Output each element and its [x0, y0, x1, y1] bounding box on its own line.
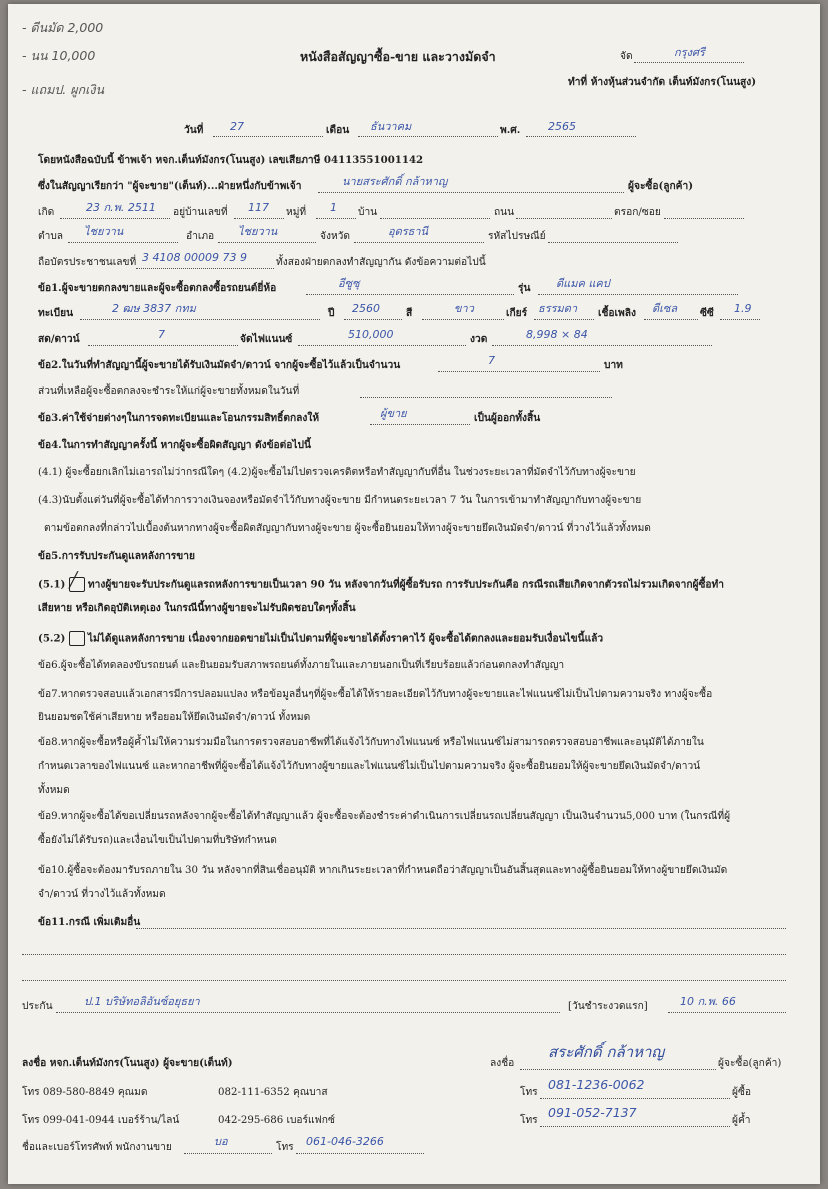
staff-name: บอ: [214, 1135, 228, 1148]
id-suffix: ทั้งสองฝ่ายตกลงทำสัญญากัน ดังข้อความต่อไปนี้: [276, 257, 486, 268]
item2-unit: บาท: [604, 359, 623, 371]
item5-title: ข้อ5.การรับประกันดูแลหลังการขาย: [38, 550, 195, 562]
insurance-value: ป.1 บริษัทอลิอันซ์อยุธยา: [84, 995, 200, 1008]
fuel-value: ดีเซล: [652, 302, 678, 315]
buyer-role: ผู้จะซื้อ(ลูกค้า): [628, 180, 694, 192]
birth-label: เกิด: [38, 207, 55, 218]
id-value: 3 4108 00009 73 9: [142, 251, 247, 264]
option-5-2-number: (5.2): [38, 632, 66, 645]
item8-line-3: ทั้งหมด: [38, 785, 70, 796]
option-5-1-text-2: เสียหาย หรือเกิดอุบัติเหตุเอง ในกรณีนี้ทางผู้ขายจะไม่รับผิดชอบใดๆทั้งสิ้น: [38, 602, 356, 614]
item3-prefix: ข้อ3.ค่าใช้จ่ายต่างๆในการจดทะเบียนและโอนกรรมสิทธิ์ตกลงให้: [38, 412, 320, 424]
item4-line-3: ตามข้อตกลงที่กล่าวไปเบื้องต้นหากทางผู้จะซื้อผิดสัญญากับทางผู้จะขาย ผู้จะซื้อยินยอมให้ทางผู้จะขายยึดเงินมัดจำ/ดาวน์ ที่วางไว้แล้วทั้งหมด: [44, 523, 651, 534]
year-model-label: ปี: [328, 307, 335, 319]
contract-paper: [8, 4, 820, 1184]
day-label: วันที่: [184, 124, 204, 136]
note-line-2: - นน 10,000: [22, 48, 96, 63]
contract-title: หนังสือสัญญาซื้อ-ขาย และวางมัดจำ: [300, 49, 496, 64]
seller-signature: ลงชื่อ หจก.เต็นท์มังกร(โนนสูง) ผู้จะขาย(เต็นท์): [22, 1057, 233, 1069]
buyer-sign-label: ลงชื่อ: [490, 1058, 515, 1069]
staff-label: ชื่อและเบอร์โทรศัพท์ พนักงานขาย: [22, 1142, 172, 1153]
intro-line-2: ซึ่งในสัญญาเรียกว่า "ผู้จะขาย"(เต็นท์)...ฝ่ายหนึ่งกับข้าพเจ้า: [38, 180, 302, 192]
note-line-1: - ดีนมัด 2,000: [22, 20, 104, 35]
amphoe-label: อำเภอ: [186, 231, 215, 242]
insurance-label: ประกัน: [22, 1001, 53, 1012]
item8-line-1: ข้อ8.หากผู้จะซื้อหรือผู้ค้ำไม่ให้ความร่วมมือในการตรวจสอบอาชีพที่ได้แจ้งไว้กับทางไฟแนนซ์ หรือไฟแนนซ์ไม่สามารถตรวจสอบอาชีพและอนุมัติได้ภายใน: [38, 737, 704, 748]
amphoe-value: ไชยวาน: [238, 225, 278, 238]
option-5-1: [38, 571, 724, 592]
buyer-tel-role: ผู้ซื้อ: [732, 1087, 752, 1098]
model-value: ดีแมค แคป: [556, 277, 610, 290]
guarantor-tel-role: ผู้ค้ำ: [732, 1115, 751, 1126]
brand-value: อีซูซุ: [338, 277, 360, 290]
year-model-value: 2560: [352, 302, 380, 315]
item2-line-2: ส่วนที่เหลือผู้จะซื้อตกลงจะชำระให้แก่ผู้จะขายทั้งหมดในวันที่: [38, 386, 300, 397]
house-label: อยู่บ้านเลขที่: [173, 207, 228, 218]
item11-label: ข้อ11.กรณี เพิ่มเติมอื่น: [38, 916, 141, 928]
finance-value: กรุงศรี: [674, 46, 705, 59]
seller-tel-2: 082-111-6352 คุณบาส: [218, 1087, 328, 1098]
province-label: จังหวัด: [320, 231, 350, 242]
item7-line-2: ยินยอมชดใช้ค่าเสียหาย หรือยอมให้ยึดเงินมัดจำ/ดาวน์ ทั้งหมด: [38, 712, 311, 723]
tambon-value: ไชยวาน: [84, 225, 124, 238]
item2-line-1: ข้อ2.ในวันที่ทำสัญญานี้ผู้จะขายได้รับเงินมัดจำ/ดาวน์ จากผู้จะซื้อไว้แล้วเป็นจำนวน: [38, 359, 401, 371]
item1-label: ข้อ1.ผู้จะขายตกลงขายและผู้จะซื้อตกลงซื้อรถยนต์ยี่ห้อ: [38, 282, 277, 294]
option-5-2: [38, 631, 603, 646]
finance-amount-value: 510,000: [348, 328, 394, 341]
item4-line-1: (4.1) ผู้จะซื้อยกเลิกไม่เอารถไม่ว่ากรณีใดๆ (4.2)ผู้จะซื้อไม่ไปตรวจเครดิตหรือทำสัญญากับที่อื่น ในช่วงระยะเวลาที่มัดจำไว้กับทางผู้จะขาย: [38, 467, 636, 478]
guarantor-tel-label: โทร: [520, 1115, 538, 1126]
village-label: บ้าน: [358, 207, 378, 218]
province-value: อุดรธานี: [388, 225, 429, 238]
year-label: พ.ศ.: [500, 124, 521, 136]
house-value: 117: [248, 201, 269, 214]
gear-label: เกียร์: [506, 307, 528, 319]
gear-value: ธรรมดา: [538, 302, 578, 315]
postcode-label: รหัสไปรษณีย์: [488, 231, 546, 242]
first-due-label: [วันชำระงวดแรก]: [568, 1001, 648, 1012]
option-5-1-text: ทางผู้ขายจะรับประกันดูแลรถหลังการขายเป็นเวลา 90 วัน หลังจากวันที่ผู้ซื้อรับรถ การรับประกันคือ กรณีรถเสียเกิดจากตัวรถไม่รวมเกิดจากผู้ซื้อทำ: [87, 578, 724, 591]
road-label: ถนน: [494, 207, 515, 218]
intro-line-1: โดยหนังสือฉบับนี้ ข้าพเจ้า หจก.เต็นท์มังกร(โนนสูง) เลขเสียภาษี 04113551001142: [38, 154, 424, 166]
item3-value: ผู้ขาย: [380, 407, 407, 420]
item4-line-2: (4.3)นับตั้งแต่วันที่ผู้จะซื้อได้ทำการวางเงินจองหรือมัดจำไว้กับทางผู้จะขาย มีกำหนดระยะเวลา 7 วัน ในการเข้ามาทำสัญญากับทางผู้จะขาย: [38, 495, 642, 506]
color-value: ขาว: [454, 302, 474, 315]
month-label: เดือน: [326, 124, 350, 136]
buyer-tel-label: โทร: [520, 1087, 538, 1098]
reg-value: 2 ฒษ 3837 กทม: [112, 302, 196, 315]
first-due-value: 10 ก.พ. 66: [680, 995, 736, 1008]
item10-line-2: จำ/ดาวน์ ที่วางไว้แล้วทั้งหมด: [38, 889, 166, 900]
buyer-tel: 081-1236-0062: [548, 1077, 645, 1092]
item6-text: ข้อ6.ผู้จะซื้อได้ทดลองขับรถยนต์ และยินยอมรับสภาพรถยนต์ทั้งภายในและภายนอกเป็นที่เรียบร้อยแล้วก่อนตกลงทำสัญญา: [38, 660, 565, 671]
buyer-name: นายสระศักดิ์ กล้าหาญ: [342, 175, 448, 188]
option-5-2-text: ไม่ได้ดูแลหลังการขาย เนื่องจากยอดขายไม่เป็นไปตามที่ผู้จะขายได้ตั้งราคาไว้ ผู้จะซื้อได้ตกลงและยอมรับเงื่อนไขนี้แล้ว: [87, 632, 604, 645]
staff-tel-label: โทร: [276, 1142, 294, 1153]
seller-tel-1: โทร 089-580-8849 คุณมด: [22, 1087, 148, 1098]
item2-amount: 7: [488, 354, 495, 367]
check-icon: ╱: [68, 571, 78, 589]
note-line-3: - แถมป. ผูกเงิน: [22, 82, 105, 97]
item3-suffix: เป็นผู้ออกทั้งสิ้น: [474, 412, 541, 424]
contract-place: ทำที่ ห้างหุ้นส่วนจำกัด เต็นท์มังกร(โนนสูง): [568, 76, 757, 88]
buyer-signature: สระศักดิ์ กล้าหาญ: [548, 1043, 665, 1061]
soi-label: ตรอก/ซอย: [614, 207, 661, 218]
birth-value: 23 ก.พ. 2511: [86, 201, 156, 214]
item9-line-2: ซื้อยังไม่ได้รับรถ)และเงื่อนไขเป็นไปตามที่บริษัทกำหนด: [38, 835, 277, 846]
down-label: สด/ดาวน์: [38, 333, 80, 345]
item8-line-2: กำหนดเวลาของไฟแนนซ์ และหากอาชีพที่ผู้จะซื้อได้แจ้งไว้กับทางผู้ขายและไฟแนนซ์ไม่เป็นไปตามความจริง ผู้จะซื้อยินยอมให้ผู้จะขายยึดเงินมัดจำ/ดาวน์: [38, 761, 701, 772]
item4-title: ข้อ4.ในการทำสัญญาครั้งนี้ หากผู้จะซื้อผิดสัญญา ดังข้อต่อไปนี้: [38, 439, 311, 451]
month-value: ธันวาคม: [370, 120, 412, 133]
guarantor-tel: 091-052-7137: [548, 1105, 637, 1120]
term-label: งวด: [470, 333, 488, 345]
color-label: สี: [406, 307, 413, 319]
id-label: ถือบัตรประชาชนเลขที่: [38, 257, 137, 268]
fuel-label: เชื้อเพลิง: [598, 307, 636, 319]
tambon-label: ตำบล: [38, 231, 64, 242]
finance-label: จัด: [620, 51, 633, 62]
model-label: รุ่น: [518, 282, 531, 294]
option-5-2-checkbox[interactable]: [69, 631, 85, 646]
term-value: 8,998 × 84: [526, 328, 588, 341]
item7-line-1: ข้อ7.หากตรวจสอบแล้วเอกสารมีการปลอมแปลง หรือข้อมูลอื่นๆที่ผู้จะซื้อได้ให้รายละเอียดไว้กับทางผู้จะขายและไฟแนนซ์ไม่เป็นไปตามความจริง ทางผู้จะซื้อ: [38, 689, 713, 700]
item10-line-1: ข้อ10.ผู้ซื้อจะต้องมารับรถภายใน 30 วัน หลังจากที่สินเชื่ออนุมัติ หากเกินระยะเวลาที่กำหนดถือว่าสัญญาเป็นอันสิ้นสุดและทางผู้ซื้อยินยอมให้ทางผู้ขายยึดเงินมัด: [38, 865, 728, 876]
reg-label: ทะเบียน: [38, 307, 74, 319]
option-5-1-checkbox[interactable]: [68, 571, 85, 592]
item9-line-1: ข้อ9.หากผู้จะซื้อได้ขอเปลี่ยนรถหลังจากผู้จะซื้อได้ทำสัญญาแล้ว ผู้จะซื้อจะต้องชำระค่าดำเนินการเปลี่ยนรถเปลี่ยนสัญญา เป็นเงินจำนวน5,000 บาท (ในกรณีที่ผู้: [38, 811, 731, 822]
option-5-1-number: (5.1): [38, 578, 66, 591]
down-value: 7: [158, 328, 165, 341]
buyer-sign-role: ผู้จะซื้อ(ลูกค้า): [718, 1058, 782, 1069]
finance-amount-label: จัดไฟแนนซ์: [240, 333, 293, 345]
cc-label: ซีซี: [700, 307, 714, 319]
moo-label: หมู่ที่: [286, 207, 307, 218]
seller-tel-3: โทร 099-041-0944 เบอร์ร้าน/ไลน์: [22, 1115, 180, 1126]
seller-tel-4: 042-295-686 เบอร์แฟกซ์: [218, 1115, 335, 1126]
staff-tel: 061-046-3266: [306, 1135, 384, 1148]
year-value: 2565: [548, 120, 576, 133]
cc-value: 1.9: [734, 302, 752, 315]
day-value: 27: [230, 120, 244, 133]
moo-value: 1: [330, 201, 337, 214]
